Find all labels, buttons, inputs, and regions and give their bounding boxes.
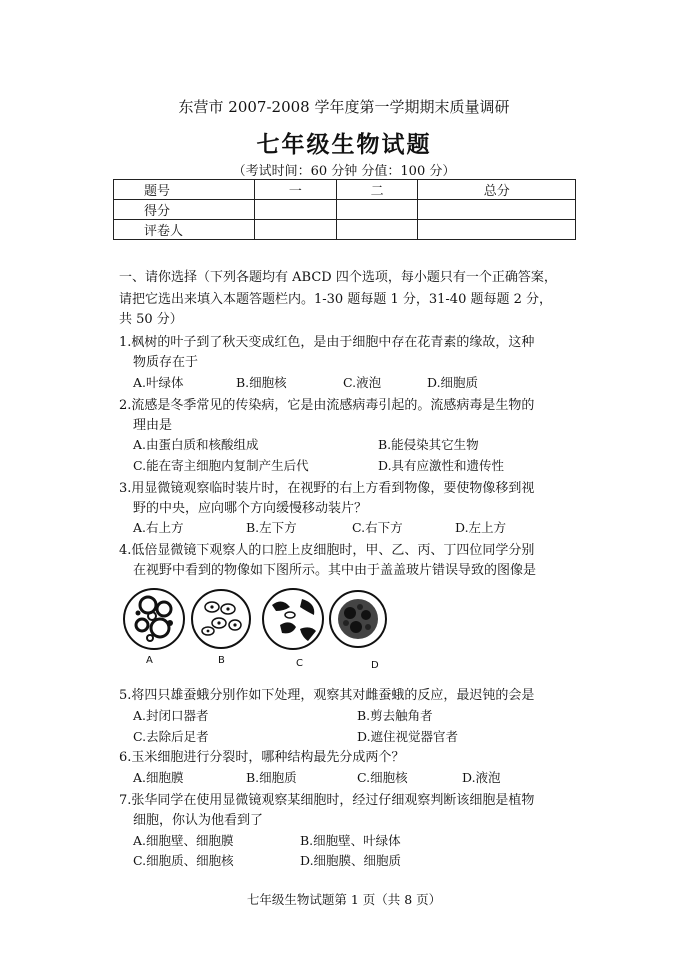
score-table-cell [336, 220, 418, 240]
option-d: D.细胞膜、细胞质 [300, 853, 402, 868]
option-b: B.能侵染其它生物 [378, 437, 479, 452]
figure-label-b: B [218, 655, 225, 666]
option-a: A.右上方 [133, 520, 184, 535]
score-table-cell: 一 [255, 180, 337, 200]
microscope-views-figure [120, 585, 390, 673]
score-table-header-row [114, 180, 576, 200]
option-a: A.叶绿体 [133, 375, 184, 390]
question-2-text: 理由是 [133, 418, 173, 433]
score-table-cell [418, 220, 576, 240]
option-c: C.去除后足者 [133, 729, 209, 744]
figure-label-a: A [146, 655, 153, 666]
microscope-view-d [330, 591, 386, 647]
option-b: B.细胞核 [236, 375, 287, 390]
microscope-view-a [124, 589, 184, 649]
score-table-cell: 二 [336, 180, 418, 200]
question-7-text: 7.张华同学在使用显微镜观察某细胞时，经过仔细观察判断该细胞是植物 [119, 793, 535, 808]
option-a: A.由蛋白质和核酸组成 [133, 437, 259, 452]
question-2-text: 2.流感是冬季常见的传染病，它是由流感病毒引起的。流感病毒是生物的 [119, 398, 535, 413]
option-b: B.细胞壁、叶绿体 [300, 833, 401, 848]
exam-subtitle: 东营市 2007-2008 学年度第一学期期末质量调研 [178, 98, 510, 116]
score-table-cell: 题号 [114, 180, 255, 200]
option-c: C.能在寄主细胞内复制产生后代 [133, 458, 309, 473]
option-c: C.细胞核 [357, 770, 408, 785]
option-d: D.具有应激性和遗传性 [378, 458, 505, 473]
score-table-row [114, 220, 576, 240]
section-instruction-line: 一、请你选择（下列各题均有 ABCD 四个选项，每小题只有一个正确答案， [119, 270, 557, 285]
score-table-cell: 总分 [418, 180, 576, 200]
option-b: B.左下方 [246, 520, 297, 535]
question-4-text: 在视野中看到的物像如下图所示。其中由于盖盖玻片错误导致的图像是 [133, 563, 537, 578]
question-1-text: 1.枫树的叶子到了秋天变成红色，是由于细胞中存在花青素的缘故，这种 [119, 335, 535, 350]
score-table-cell: 得分 [114, 200, 255, 220]
section-instruction-line: 请把它选出来填入本题答题栏内。1-30 题每题 1 分，31-40 题每题 2 分， [119, 292, 553, 307]
question-5-text: 5.将四只雄蚕蛾分别作如下处理，观察其对雌蚕蛾的反应，最迟钝的会是 [119, 688, 535, 703]
option-d: D.液泡 [462, 770, 501, 785]
score-table-cell [418, 200, 576, 220]
option-a: A.细胞壁、细胞膜 [133, 833, 234, 848]
question-3-text: 3.用显微镜观察临时装片时，在视野的右上方看到物像，要使物像移到视 [119, 481, 535, 496]
question-6-text: 6.玉米细胞进行分裂时，哪种结构最先分成两个？ [119, 750, 405, 765]
microscope-view-c [263, 589, 323, 649]
microscope-view-b [192, 590, 250, 648]
exam-time-info: （考试时间：60 分钟 分值：100 分） [232, 164, 456, 179]
page-footer: 七年级生物试题第 1 页（共 8 页） [246, 892, 442, 907]
option-c: C.液泡 [343, 375, 382, 390]
question-4-text: 4.低倍显微镜下观察人的口腔上皮细胞时，甲、乙、丙、丁四位同学分别 [119, 543, 535, 558]
score-table-cell [255, 220, 337, 240]
option-a: A.细胞膜 [133, 770, 184, 785]
figure-label-d: D [371, 660, 379, 671]
question-7-text: 细胞，你认为他看到了 [133, 813, 264, 828]
score-table-row [114, 200, 576, 220]
option-c: C.右下方 [352, 520, 403, 535]
score-table-cell [336, 200, 418, 220]
question-3-text: 野的中央，应向哪个方向缓慢移动装片？ [133, 501, 368, 516]
question-1-text: 物质存在于 [133, 355, 199, 370]
option-d: D.左上方 [455, 520, 507, 535]
option-b: B.细胞质 [246, 770, 297, 785]
page-title: 七年级生物试题 [256, 131, 432, 158]
figure-label-c: C [296, 658, 303, 669]
option-d: D.细胞质 [427, 375, 479, 390]
option-d: D.遮住视觉器官者 [357, 729, 459, 744]
score-table-cell: 评卷人 [114, 220, 255, 240]
option-c: C.细胞质、细胞核 [133, 853, 234, 868]
option-b: B.剪去触角者 [357, 708, 433, 723]
score-table-cell [255, 200, 337, 220]
option-a: A.封闭口器者 [133, 708, 209, 723]
score-table [113, 179, 576, 240]
section-instruction-line: 共 50 分） [119, 312, 183, 327]
